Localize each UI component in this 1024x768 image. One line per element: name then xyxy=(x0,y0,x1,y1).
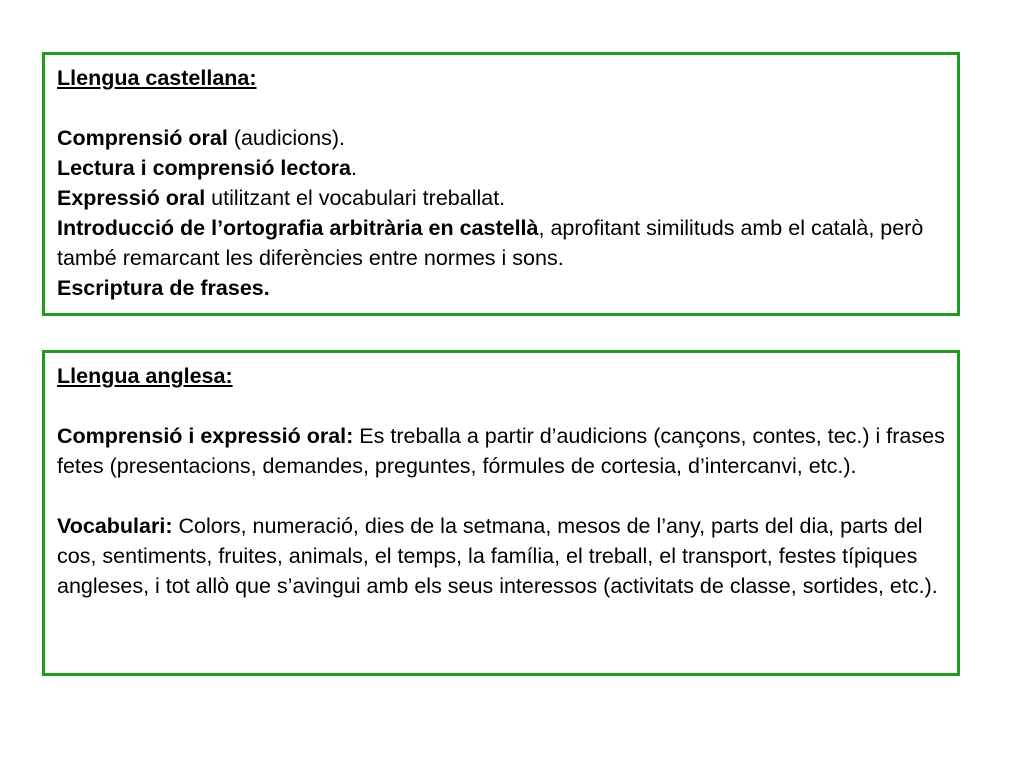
castellana-line-2-bold: Lectura i comprensió lectora xyxy=(57,156,351,180)
anglesa-paragraph-2 xyxy=(57,511,945,601)
castellana-line-4-bold: Introducció de l’ortografia arbitrària en castellà xyxy=(57,216,539,240)
anglesa-paragraph-2-text: Colors, numeració, dies de la setmana, mesos de l’any, parts del dia, parts del cos, sentiments, fruites, animals, el temps, la família, el treball, el transport, festes típiques angleses, i tot allò que s’avingui amb els seus interessos (activitats de classe, sortides, etc.). xyxy=(57,514,938,598)
castellana-line-3 xyxy=(57,183,945,213)
castellana-line-2-text: . xyxy=(350,156,357,180)
castellana-line-3-text: utilitzant el vocabulari treballat. xyxy=(205,186,506,210)
castellana-line-4 xyxy=(57,213,945,273)
castellana-line-3-bold: Expressió oral xyxy=(57,186,206,210)
castellana-line-5-bold: Escriptura de frases. xyxy=(57,276,270,300)
anglesa-paragraph-2-bold: Vocabulari: xyxy=(57,514,173,538)
anglesa-paragraph-1-text: Es treballa a partir d’audicions (cançons, contes, tec.) i frases fetes (presentacions, demandes, preguntes, fórmules de cortesia, d’intercanvi, etc.). xyxy=(57,424,945,478)
castellana-heading: Llengua castellana: xyxy=(57,66,257,90)
llengua-castellana-box xyxy=(42,52,960,316)
castellana-line-2 xyxy=(57,153,945,183)
anglesa-paragraph-1-bold: Comprensió i expressió oral: xyxy=(57,424,354,448)
llengua-anglesa-box xyxy=(42,350,960,676)
castellana-line-1 xyxy=(57,123,945,153)
spacer xyxy=(57,391,945,421)
spacer xyxy=(57,93,945,123)
spacer xyxy=(57,481,945,511)
castellana-line-4-text: , aprofitant similituds amb el català, però també remarcant les diferències entre normes i sons. xyxy=(57,216,924,270)
castellana-line-1-bold: Comprensió oral xyxy=(57,126,228,150)
castellana-line-5 xyxy=(57,273,945,303)
castellana-line-1-text: (audicions). xyxy=(227,126,345,150)
anglesa-paragraph-1 xyxy=(57,421,945,481)
anglesa-heading: Llengua anglesa: xyxy=(57,364,233,388)
